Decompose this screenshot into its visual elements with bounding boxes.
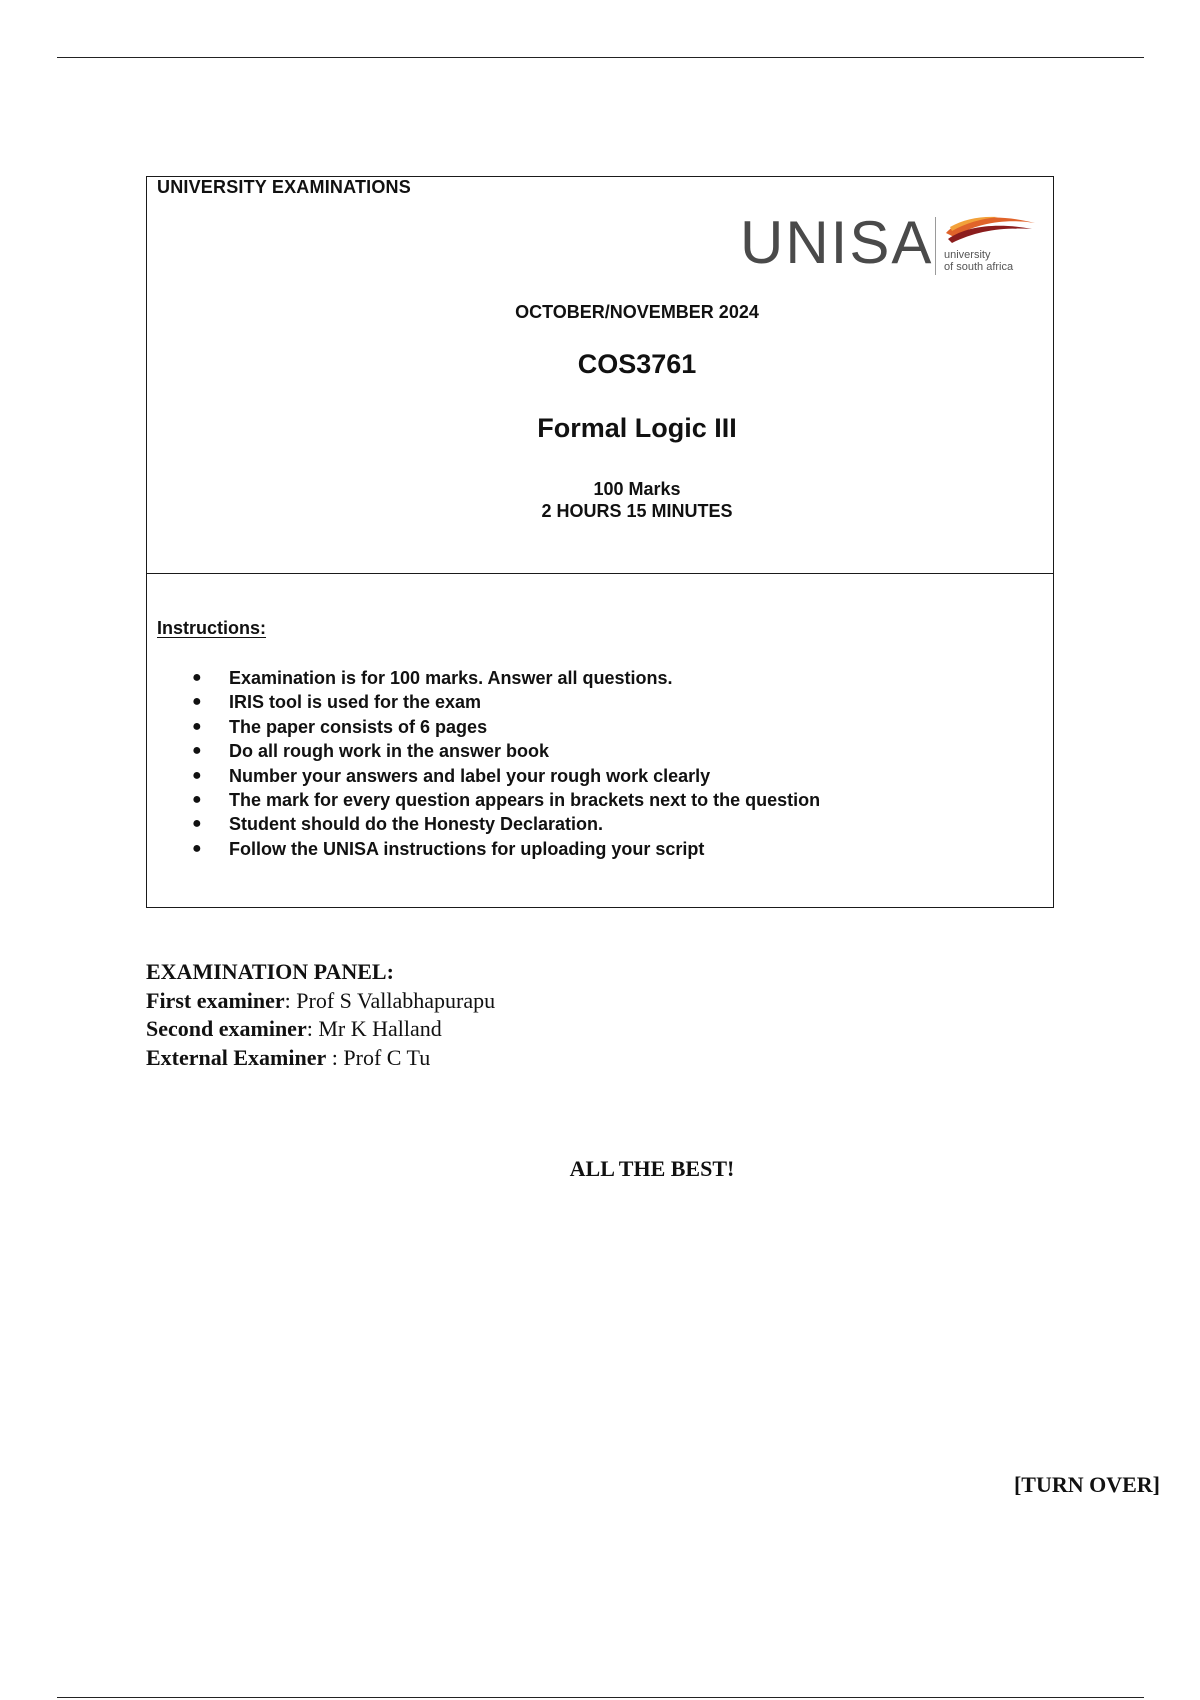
list-item bbox=[192, 666, 820, 690]
logo-tagline-line1: university bbox=[944, 249, 991, 261]
list-item bbox=[192, 739, 820, 763]
instruction-text: The paper consists of 6 pages bbox=[229, 716, 488, 737]
first-examiner-role: First examiner bbox=[146, 987, 285, 1013]
bullet-icon: ● bbox=[192, 815, 202, 833]
second-examiner-line bbox=[146, 1015, 495, 1044]
first-examiner-separator: : bbox=[284, 987, 297, 1013]
module-code: COS3761 bbox=[577, 349, 697, 379]
external-examiner-separator: : bbox=[326, 1044, 344, 1070]
second-examiner-name: Mr K Halland bbox=[318, 1016, 442, 1041]
cover-box bbox=[146, 176, 1054, 908]
logo-divider bbox=[935, 217, 936, 275]
bullet-icon: ● bbox=[192, 693, 202, 711]
logo-tagline bbox=[944, 249, 1013, 273]
first-examiner-line bbox=[146, 987, 495, 1016]
external-examiner-role: External Examiner bbox=[146, 1044, 327, 1070]
second-examiner-separator: : bbox=[306, 1016, 319, 1041]
bullet-icon: ● bbox=[192, 839, 202, 857]
instructions-heading: Instructions: bbox=[157, 618, 267, 638]
exam-session: OCTOBER/NOVEMBER 2024 bbox=[515, 302, 759, 322]
bullet-icon: ● bbox=[192, 717, 202, 735]
instruction-text: Examination is for 100 marks. Answer all questions. bbox=[229, 668, 673, 688]
swoosh-icon bbox=[940, 213, 1040, 247]
external-examiner-line bbox=[146, 1044, 495, 1073]
exam-duration: 2 HOURS 15 MINUTES bbox=[541, 501, 733, 521]
list-item bbox=[192, 690, 820, 714]
external-examiner-name: Prof C Tu bbox=[343, 1044, 431, 1070]
list-item bbox=[192, 764, 820, 788]
panel-title: EXAMINATION PANEL: bbox=[146, 959, 394, 984]
examination-panel bbox=[146, 958, 495, 1072]
instruction-text: The mark for every question appears in brackets next to the question bbox=[229, 789, 821, 810]
exam-header bbox=[147, 177, 1053, 574]
logo-tagline-line2: of south africa bbox=[944, 261, 1014, 273]
first-examiner-name: Prof S Vallabhapurapu bbox=[296, 987, 496, 1013]
bullet-icon: ● bbox=[192, 766, 202, 784]
list-item bbox=[192, 715, 820, 739]
list-item bbox=[192, 812, 820, 836]
instructions-list bbox=[192, 666, 820, 861]
bottom-rule bbox=[57, 1697, 1144, 1698]
module-title: Formal Logic III bbox=[537, 413, 737, 443]
closing-message: ALL THE BEST! bbox=[569, 1156, 735, 1181]
instruction-text: Number your answers and label your rough work clearly bbox=[229, 765, 711, 786]
list-item bbox=[192, 788, 820, 812]
instructions-section bbox=[147, 574, 1053, 909]
bullet-icon: ● bbox=[192, 742, 202, 760]
instruction-text: IRIS tool is used for the exam bbox=[229, 692, 482, 713]
logo-wordmark: UNISA bbox=[740, 209, 934, 276]
second-examiner-role: Second examiner bbox=[146, 1016, 307, 1041]
turn-over-label: [TURN OVER] bbox=[1013, 1472, 1160, 1497]
list-item bbox=[192, 837, 820, 861]
bullet-icon: ● bbox=[192, 669, 202, 686]
bullet-icon: ● bbox=[192, 790, 202, 808]
total-marks: 100 Marks bbox=[593, 479, 681, 499]
university-examinations-label: UNIVERSITY EXAMINATIONS bbox=[157, 177, 411, 197]
instruction-text: Student should do the Honesty Declaration. bbox=[229, 814, 604, 835]
instruction-text: Do all rough work in the answer book bbox=[229, 741, 550, 762]
top-rule bbox=[57, 57, 1144, 58]
unisa-logo bbox=[740, 209, 1040, 283]
instruction-text: Follow the UNISA instructions for uploading your script bbox=[229, 838, 705, 859]
